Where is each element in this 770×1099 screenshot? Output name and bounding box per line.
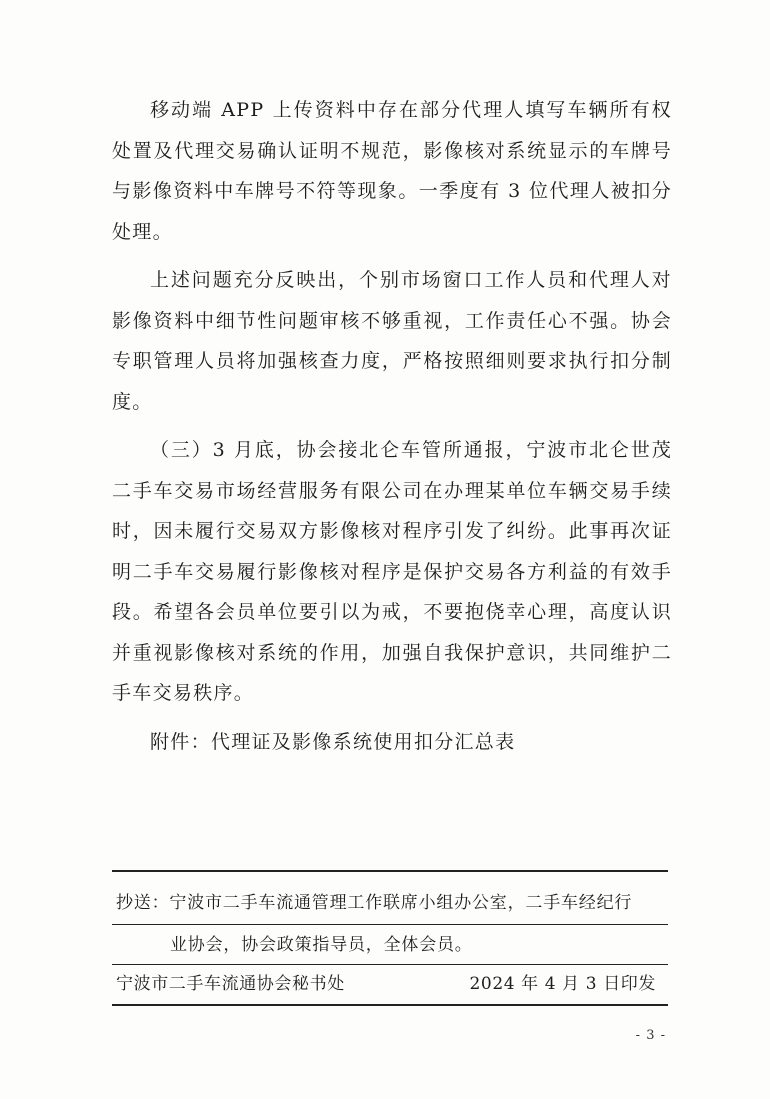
cc-line-1: 抄送：宁波市二手车流通管理工作联席小组办公室，二手车经纪行 [116, 893, 633, 913]
issuer-name: 宁波市二手车流通协会秘书处 [116, 974, 345, 994]
document-body [112, 90, 672, 770]
footer-bottom-rule [112, 1004, 668, 1006]
attachment-note: 附件：代理证及影像系统使用扣分汇总表 [150, 730, 516, 753]
footer-top-rule [112, 870, 668, 872]
page-number: - 3 - [635, 1028, 666, 1043]
issue-date: 2024 年 4 月 3 日印发 [469, 974, 656, 994]
paragraph-upload-issues: 移动端 APP 上传资料中存在部分代理人填写车辆所有权处置及代理交易确认证明不规范，影像核对系统显示的车牌号与影像资料中车牌号不符等现象。一季度有 3 位代理人被扣分处理。 [112, 99, 672, 243]
footer-divider-1 [112, 924, 668, 925]
paragraph-beilun-dispute: （三）3 月底，协会接北仑车管所通报，宁波市北仑世茂二手车交易市场经营服务有限公司在办理某单位车辆交易手续时，因未履行交易双方影像核对程序引发了纠纷。此事再次证明二手车交易履行影像核对程序是保护交易各方利益的有效手段。希望各会员单位要引以为戒，不要抱侥幸心理，高度认识并重视影像核对系统的作用，加强自我保护意识，共同维护二手车交易秩序。 [112, 439, 672, 704]
cc-line-2: 业协会，协会政策指导员，全体会员。 [170, 935, 473, 955]
footer-divider-2 [112, 964, 668, 965]
paragraph-problem-analysis: 上述问题充分反映出，个别市场窗口工作人员和代理人对影像资料中细节性问题审核不够重视，工作责任心不强。协会专职管理人员将加强核查力度，严格按照细则要求执行扣分制度。 [112, 269, 672, 413]
